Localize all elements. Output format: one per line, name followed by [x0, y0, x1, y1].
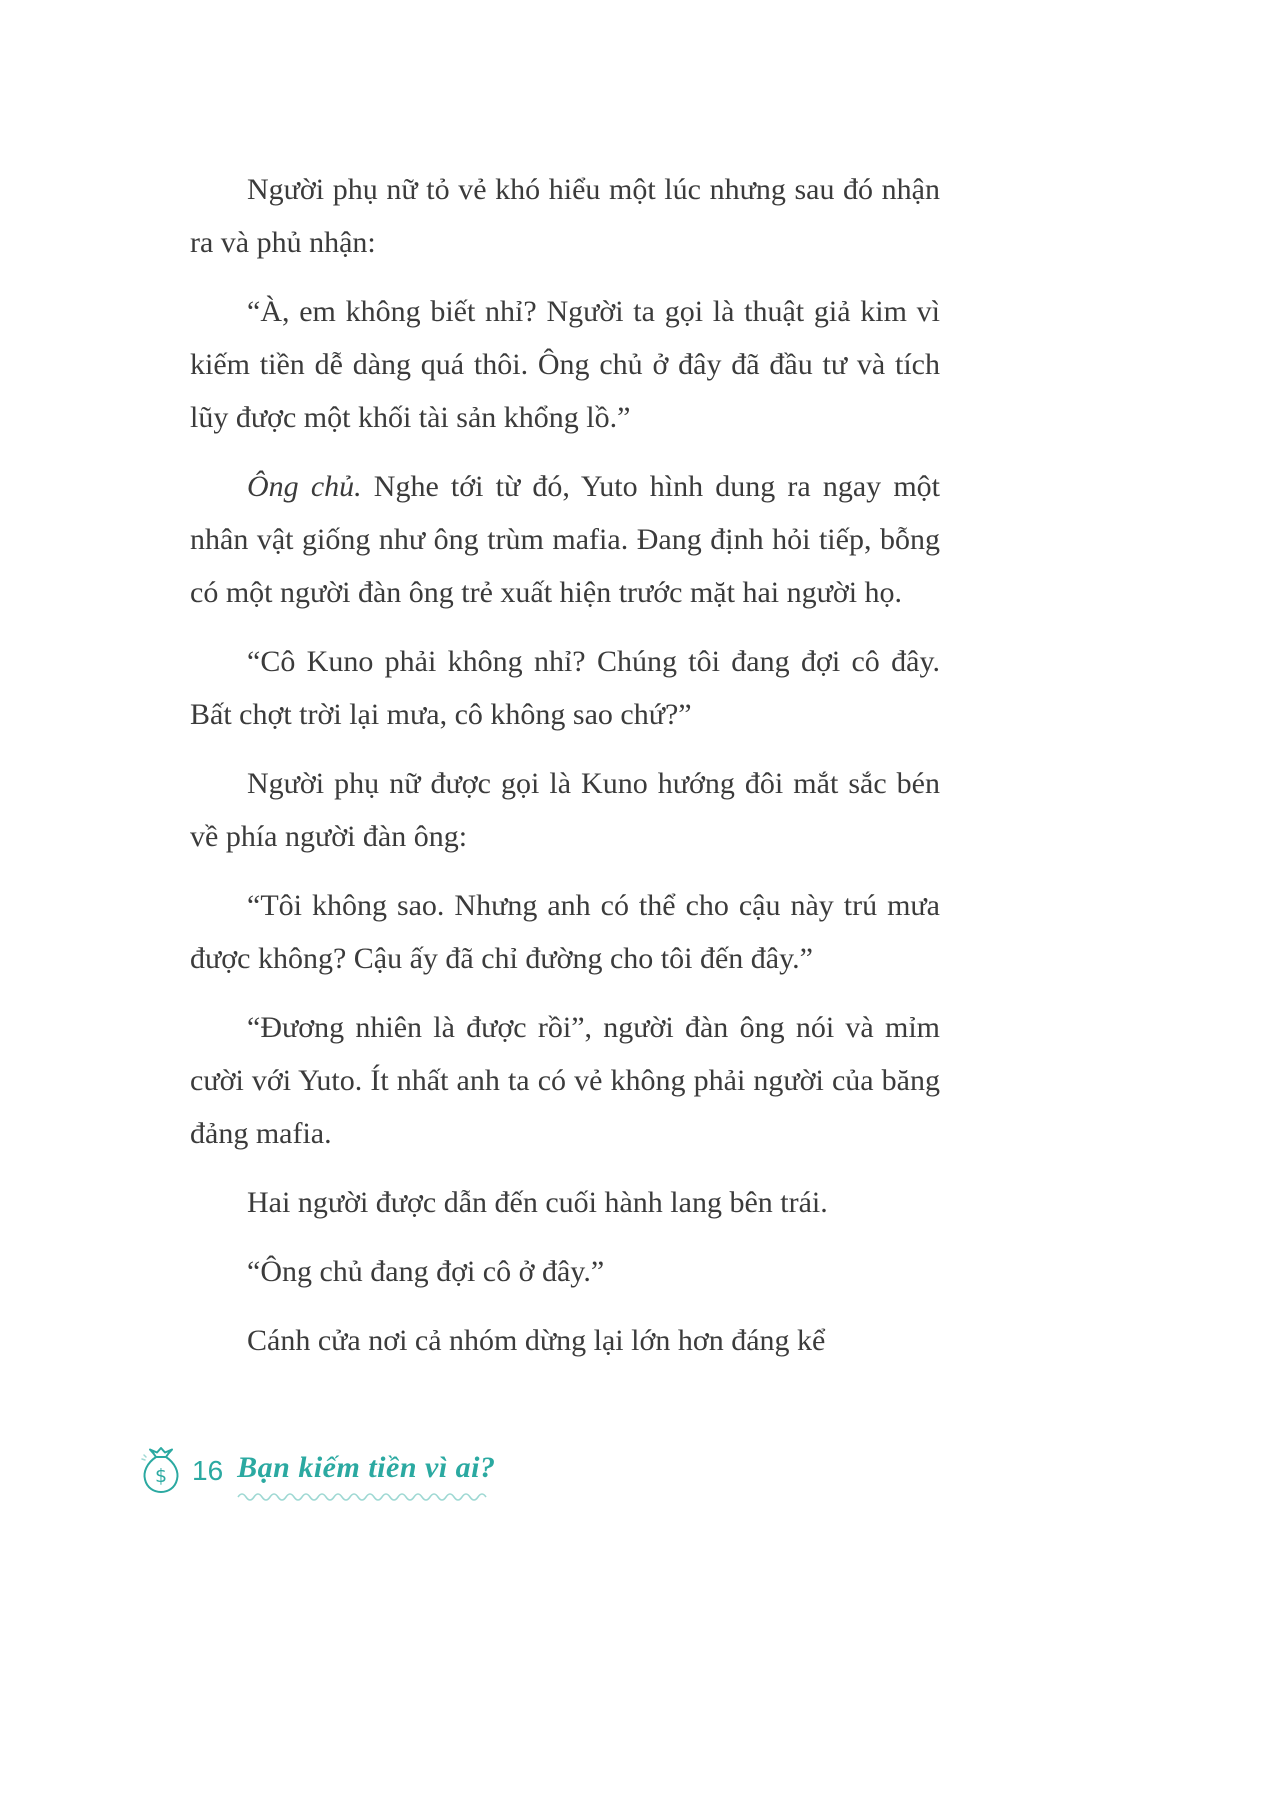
paragraph-5 [190, 757, 940, 863]
paragraph-text: “Tôi không sao. Nhưng anh có thể cho cậu này trú mưa được không? Cậu ấy đã chỉ đường cho tôi đến đây.” [190, 889, 940, 975]
paragraph-text: Nghe tới từ đó, Yuto hình dung ra ngay một nhân vật giống như ông trùm mafia. Đang định hỏi tiếp, bỗng có một người đàn ông trẻ xuất hiện trước mặt hai người họ. [190, 470, 940, 609]
paragraph-text: Hai người được dẫn đến cuối hành lang bên trái. [247, 1186, 828, 1219]
paragraph-text: Cánh cửa nơi cả nhóm dừng lại lớn hơn đáng kể [247, 1324, 826, 1357]
paragraph-text: Người phụ nữ được gọi là Kuno hướng đôi mắt sắc bén về phía người đàn ông: [190, 767, 940, 853]
page-number: 16 [192, 1455, 224, 1486]
paragraph-6 [190, 879, 940, 985]
paragraph-8 [190, 1176, 940, 1229]
book-page-text [190, 163, 940, 1383]
wavy-underline [237, 1491, 489, 1501]
paragraph-3 [190, 460, 940, 619]
paragraph-4 [190, 635, 940, 741]
book-title-wrap [237, 1451, 495, 1489]
paragraph-9 [190, 1245, 940, 1298]
book-title: Bạn kiếm tiền vì ai? [237, 1451, 496, 1484]
paragraph-1 [190, 163, 940, 269]
paragraph-text: Người phụ nữ tỏ vẻ khó hiểu một lúc nhưng sau đó nhận ra và phủ nhận: [190, 173, 940, 259]
paragraph-2 [190, 285, 940, 444]
paragraph-text: “Cô Kuno phải không nhỉ? Chúng tôi đang đợi cô đây. Bất chợt trời lại mưa, cô không sao chứ?” [190, 645, 940, 731]
svg-text:$: $ [154, 1465, 168, 1487]
paragraph-text: “À, em không biết nhỉ? Người ta gọi là thuật giả kim vì kiếm tiền dễ dàng quá thôi. Ông chủ ở đây đã đầu tư và tích lũy được một khối tài sản khổng lồ.” [190, 295, 940, 434]
paragraph-10 [190, 1314, 940, 1367]
paragraph-text: “Đương nhiên là được rồi”, người đàn ông nói và mỉm cười với Yuto. Ít nhất anh ta có vẻ không phải người của băng đảng mafia. [190, 1011, 940, 1150]
money-bag-icon [138, 1444, 184, 1496]
page-footer [138, 1444, 496, 1496]
italic-phrase: Ông chủ. [247, 470, 362, 503]
paragraph-7 [190, 1001, 940, 1160]
paragraph-text: “Ông chủ đang đợi cô ở đây.” [247, 1255, 605, 1288]
